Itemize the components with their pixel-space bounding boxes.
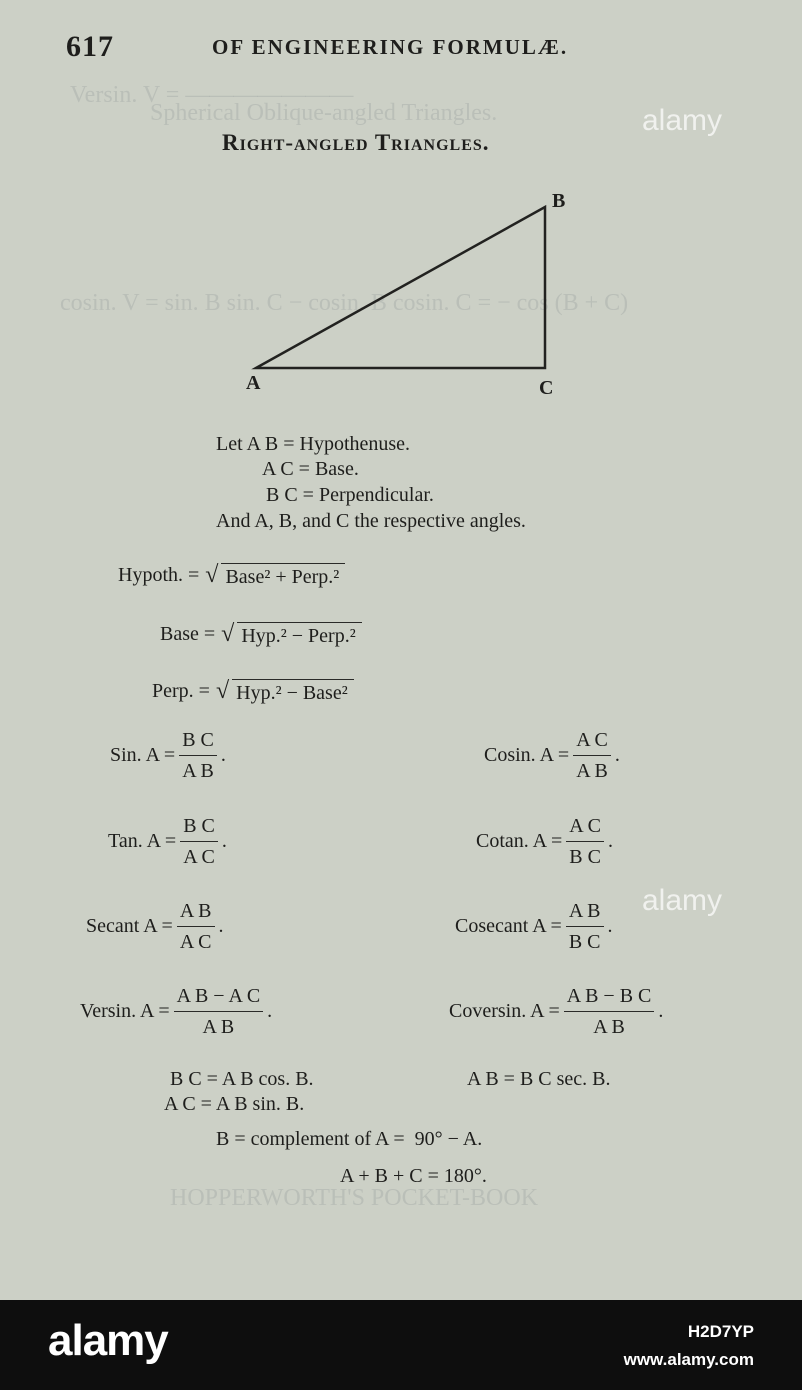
formula-versine: Versin. A = $\frac{\text{A B − A C}}{\text{A B}}$ . <box>80 985 273 1038</box>
formula-secant: Secant A = $\frac{\text{A B}}{\text{A C}}$ . <box>86 900 224 953</box>
vertex-label-c: C <box>539 377 554 399</box>
relation-bc: B C = A B cos. B. <box>170 1068 314 1090</box>
formula-lhs: Perp. = <box>152 680 210 702</box>
watermark-text: alamy <box>642 104 723 137</box>
formula-lhs: Hypoth. = <box>118 564 200 586</box>
formula-perpendicular <box>152 678 354 705</box>
right-triangle-diagram <box>0 0 802 420</box>
definition-base: A C = Base. <box>262 458 359 480</box>
fraction: $\frac{\text{B C}}{\text{A B}}$ <box>179 727 217 784</box>
watermark-text: alamy <box>642 884 723 917</box>
running-title: OF ENGINEERING FORMULÆ. <box>212 35 569 59</box>
show-through-text: HOPPERWORTH'S POCKET-BOOK <box>170 1185 539 1211</box>
formula-hypotenuse <box>118 562 345 589</box>
definition-perpendicular: B C = Perpendicular. <box>266 484 434 506</box>
formula-cosecant: Cosecant A = $\frac{\text{A B}}{\text{B C}}$ . <box>455 900 613 953</box>
formula-radicand: Hyp.² − Perp.² <box>237 622 361 648</box>
fraction: $\frac{\text{A B − B C}}{\text{A B}}$ <box>564 983 655 1040</box>
section-title: Right-angled Triangles. <box>222 130 490 155</box>
radical-sign: √ <box>221 621 235 647</box>
formula-cotangent: Cotan. A = $\frac{\text{A C}}{\text{B C}}$ . <box>476 815 613 868</box>
brand-logo: alamy <box>48 1316 168 1365</box>
site-url: www.alamy.com <box>623 1350 754 1369</box>
formula-radicand: Hyp.² − Base² <box>232 679 354 705</box>
relation-ac: A C = A B sin. B. <box>164 1093 305 1115</box>
fraction: $\frac{\text{B C}}{\text{A C}}$ <box>180 813 218 870</box>
relation-ab: A B = B C sec. B. <box>467 1068 611 1090</box>
vertex-label-b: B <box>552 190 566 212</box>
formula-lhs: Base = <box>160 623 216 645</box>
page-number: 617 <box>66 30 114 63</box>
relation-complement: B = complement of A = 90° − A. <box>216 1128 483 1150</box>
definition-angles: And A, B, and C the respective angles. <box>216 510 526 532</box>
fraction: $\frac{\text{A B}}{\text{B C}}$ <box>566 898 604 955</box>
fraction: $\frac{\text{A B}}{\text{A C}}$ <box>177 898 215 955</box>
image-id: H2D7YP <box>687 1322 754 1341</box>
fraction: $\frac{\text{A C}}{\text{A B}}$ <box>573 727 611 784</box>
formula-coversine: Coversin. A = $\frac{\text{A B − B C}}{\text{A B}}$ . <box>449 985 664 1038</box>
fraction: $\frac{\text{A C}}{\text{B C}}$ <box>566 813 604 870</box>
radical-sign: √ <box>215 678 230 704</box>
formula-base <box>160 621 362 648</box>
formula-radicand: Base² + Perp.² <box>221 563 345 589</box>
definition-hypothenuse: Let A B = Hypothenuse. <box>216 433 411 455</box>
triangle-outline <box>256 207 545 368</box>
show-through-text: Versin. V = ——————— <box>70 82 354 108</box>
show-through-text: cosin. V = sin. B sin. C − cosin. B cosin. C = − cos (B + C) <box>60 290 629 316</box>
fraction: $\frac{\text{A B − A C}}{\text{A B}}$ <box>174 983 264 1040</box>
formula-cosine: Cosin. A = $\frac{\text{A C}}{\text{A B}}$ . <box>484 729 620 782</box>
show-through-text: Spherical Oblique-angled Triangles. <box>150 100 498 126</box>
radical-sign: √ <box>205 562 219 588</box>
formula-sine: Sin. A = $\frac{\text{B C}}{\text{A B}}$ . <box>110 729 226 782</box>
relation-angle-sum: A + B + C = 180°. <box>340 1165 487 1187</box>
formula-tangent: Tan. A = $\frac{\text{B C}}{\text{A C}}$ . <box>108 815 227 868</box>
vertex-label-a: A <box>246 372 261 394</box>
